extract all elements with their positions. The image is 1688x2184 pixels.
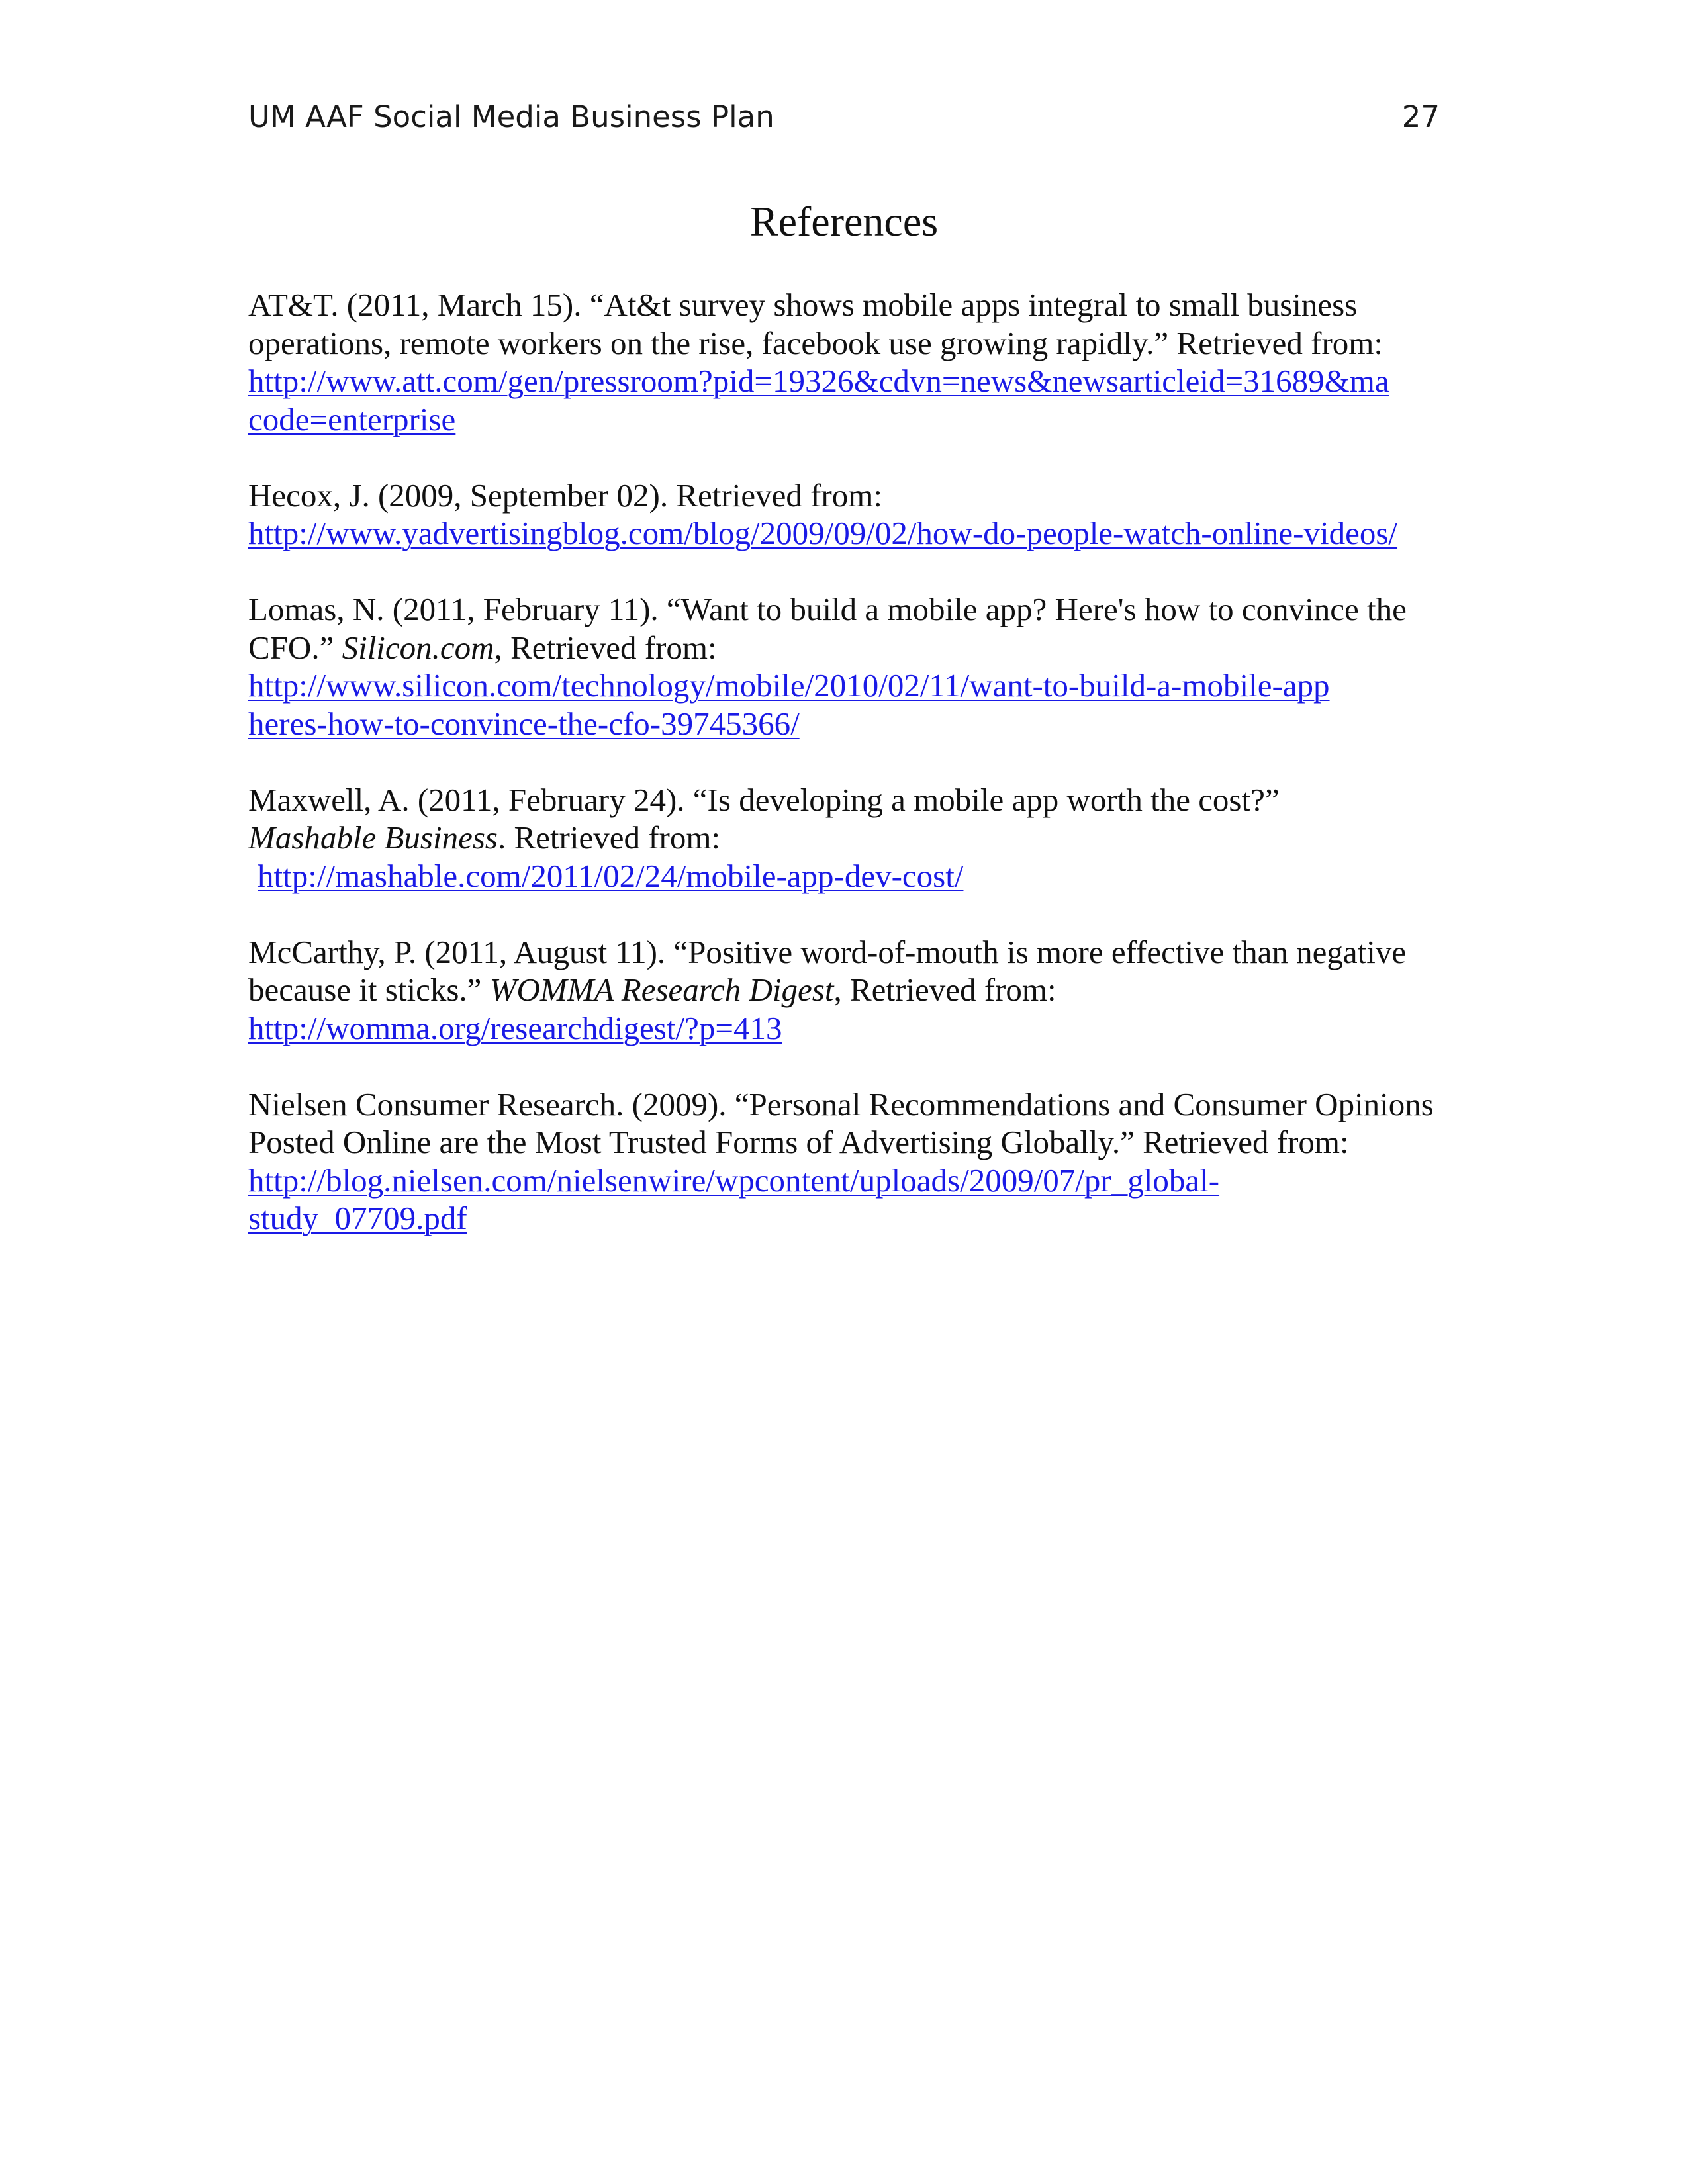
reference-att xyxy=(248,286,1446,438)
reference-source: Mashable Business xyxy=(248,819,498,856)
reference-text: , Retrieved from: xyxy=(494,629,717,666)
page-title: References xyxy=(749,198,939,245)
reference-mccarthy xyxy=(248,933,1446,1048)
reference-link[interactable] xyxy=(248,362,1446,438)
reference-url-line: http://www.att.com/gen/pressroom?pid=19326&cdvn=news&newsarticleid=31689&ma xyxy=(248,363,1389,399)
reference-url-line: http://blog.nielsen.com/nielsenwire/wpcontent/uploads/2009/07/pr_global- xyxy=(248,1161,1220,1199)
reference-list xyxy=(248,286,1446,1275)
reference-nielsen xyxy=(248,1085,1446,1238)
reference-text: , Retrieved from: xyxy=(833,972,1056,1008)
header-title: UM AAF Social Media Business Plan xyxy=(248,99,774,134)
reference-text: AT&T. (2011, March 15). “At&t survey shows mobile apps integral to small business operations, remote workers on the rise, facebook use growing rapidly.” Retrieved from: xyxy=(248,287,1383,361)
reference-source: Silicon.com xyxy=(342,629,494,666)
reference-link[interactable]: http://womma.org/researchdigest/?p=413 xyxy=(248,1009,782,1046)
reference-text: Maxwell, A. (2011, February 24). “Is developing a mobile app worth the cost?” xyxy=(248,781,1280,818)
reference-link[interactable]: http://mashable.com/2011/02/24/mobile-app-dev-cost/ xyxy=(258,857,964,894)
reference-text: . Retrieved from: xyxy=(498,819,721,856)
reference-text: Lomas, N. (2011, February 11). “Want to build a mobile app? Here's how to convince the CFO.” xyxy=(248,591,1407,666)
reference-source: WOMMA Research Digest xyxy=(489,972,834,1008)
reference-url-line: http://www.silicon.com/technology/mobile/2010/02/11/want-to-build-a-mobile-app xyxy=(248,667,1330,704)
reference-link[interactable]: http://www.yadvertisingblog.com/blog/2009/09/02/how-do-people-watch-online-videos/ xyxy=(248,515,1398,551)
reference-link[interactable] xyxy=(248,666,1446,743)
reference-hecox xyxy=(248,477,1446,553)
reference-url-line: study_07709.pdf xyxy=(248,1200,467,1236)
reference-lomas xyxy=(248,590,1446,743)
reference-url-line: code=enterprise xyxy=(248,400,456,437)
reference-link[interactable] xyxy=(248,1162,1219,1237)
reference-text: McCarthy, P. (2011, August 11). “Positive word-of-mouth is more effective than negative because it sticks.” xyxy=(248,933,1407,1008)
reference-text: Hecox, J. (2009, September 02). Retrieved from: xyxy=(248,477,882,514)
page-number: 27 xyxy=(1401,99,1440,134)
reference-maxwell xyxy=(248,781,1446,895)
running-header xyxy=(248,99,1440,146)
reference-text: Nielsen Consumer Research. (2009). “Personal Recommendations and Consumer Opinions Posted Online are the Most Trusted Forms of Advertising Globally.” Retrieved from: xyxy=(248,1085,1434,1160)
reference-url-line: heres-how-to-convince-the-cfo-39745366/ xyxy=(248,705,800,742)
